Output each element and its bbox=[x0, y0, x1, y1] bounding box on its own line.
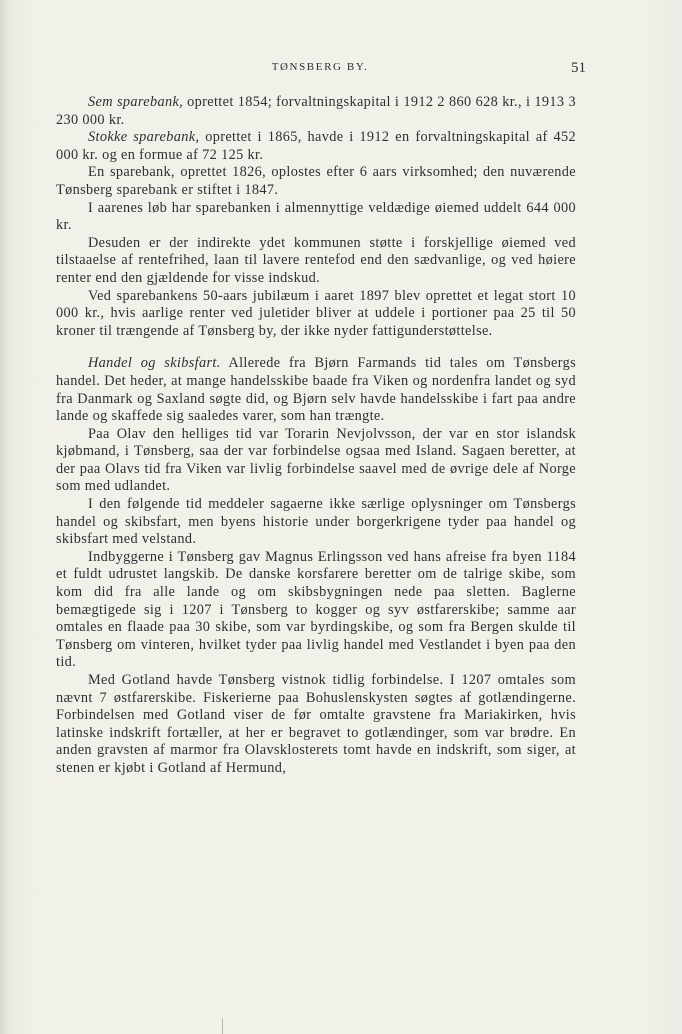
paragraph bbox=[56, 164, 576, 199]
paragraph-text: Ved sparebankens 50-aars jubilæum i aaret 1897 blev oprettet et legat stort 10 000 kr., hvis aarlige renter ved juletider bliver at uddele i portioner paa 25 til 50 kroner til trængende af Tønsberg by, der ikke nyder fattigunderstøttelse. bbox=[56, 287, 576, 339]
paragraph-text: Desuden er der indirekte ydet kommunen støtte i forskjellige øiemed ved tilstaaelse af rentefrihed, laan til lavere rentefod end den sædvanlige, og ved høiere renter end den gjældende for visse indskud. bbox=[56, 234, 576, 286]
paragraph bbox=[56, 200, 576, 235]
body-text bbox=[56, 94, 576, 778]
paragraph bbox=[56, 496, 576, 549]
paragraph-text: oprettet i 1865, havde i 1912 en forvaltningskapital af 452 000 kr. og en formue af 72 125 kr. bbox=[56, 129, 576, 163]
paragraph bbox=[56, 549, 576, 672]
paragraph bbox=[56, 426, 576, 496]
paragraph bbox=[56, 235, 576, 288]
paragraph-text: Med Gotland havde Tønsberg vistnok tidlig forbindelse. I 1207 omtales som nævnt 7 østfarerskibe. Fiskerierne paa Bohuslenskysten søgtes af gotlændingerne. Forbindelsen med Gotland viser de før omtalte gravstene fra Mariakirken, hvis latinske indskrift fortæller, at her er begravet to gotlændinger, som var brødre. En anden gravsten af marmor fra Olavsklosterets tomt havde en indskrift, som siger, at stenen er kjøbt i Gotland af Hermund, bbox=[56, 672, 576, 776]
paragraph-lead: Handel og skibsfart. bbox=[88, 355, 221, 372]
paragraph bbox=[56, 129, 576, 164]
scan-mark bbox=[222, 1018, 223, 1034]
paragraph-text: Allerede fra Bjørn Farmands tid tales om Tønsbergs handel. Det heder, at mange handelsskibe baade fra Viken og nordenfra landet og syd fra Danmark og Saxland søgte did, og Bjørn selv havde handelsskibe i fart paa andre lande og skaffede sig saaledes varer, som han trængte. bbox=[56, 355, 577, 425]
paragraph-text: En sparebank, oprettet 1826, oplostes efter 6 aars virksomhed; den nuværende Tønsberg sparebank er stiftet i 1847. bbox=[56, 164, 576, 198]
paragraph bbox=[56, 355, 576, 425]
running-title: TØNSBERG BY. bbox=[271, 61, 369, 73]
paragraph bbox=[56, 94, 576, 129]
paragraph bbox=[56, 672, 576, 778]
paragraph bbox=[56, 288, 576, 341]
paragraph-text: Paa Olav den helliges tid var Torarin Nevjolvsson, der var en stor islandsk kjøbmand, i Tønsberg, saa der var forbindelse ogsaa med Island. Sagaen beretter, at der paa Olavs tid fra Viken var livlig forbindelse saavel med de øvrige dele af Norge som med udlandet. bbox=[56, 425, 576, 495]
binding-edge bbox=[0, 0, 10, 1034]
paragraph-text: I den følgende tid meddeler sagaerne ikke særlige oplysninger om Tønsbergs handel og skibsfart, men byens historie under borgerkrigene tyder paa handel og skibsfart med velstand. bbox=[56, 496, 576, 548]
page-header bbox=[0, 58, 682, 78]
paragraph-text: Indbyggerne i Tønsberg gav Magnus Erlingsson ved hans afreise fra byen 1184 et fuldt udrustet langskib. De danske korsfarere beretter om de talrige skibe, som kom did fra alle lande og om skibsbygningen nede paa sletten. Baglerne bemægtigede sig i 1207 i Tønsberg to kogger og syv østfarerskibe; samme aar omtales en flaade paa 30 skibe, som var byrdingskibe, og som fra Bergen skulde til Tønsberg om vinteren, hvilket tyder paa livlig handel med Vestlandet i byen paa den tid. bbox=[56, 548, 576, 671]
paragraph-lead: Stokke sparebank, bbox=[88, 129, 200, 146]
page-number: 51 bbox=[571, 60, 586, 76]
paragraph-text: I aarenes løb har sparebanken i almennyttige veldædige øiemed uddelt 644 000 kr. bbox=[56, 199, 576, 234]
paragraph-lead: Sem sparebank, bbox=[88, 94, 184, 110]
paragraph-text: oprettet 1854; forvaltningskapital i 1912 2 860 628 kr., i 1913 3 230 000 kr. bbox=[56, 94, 576, 128]
